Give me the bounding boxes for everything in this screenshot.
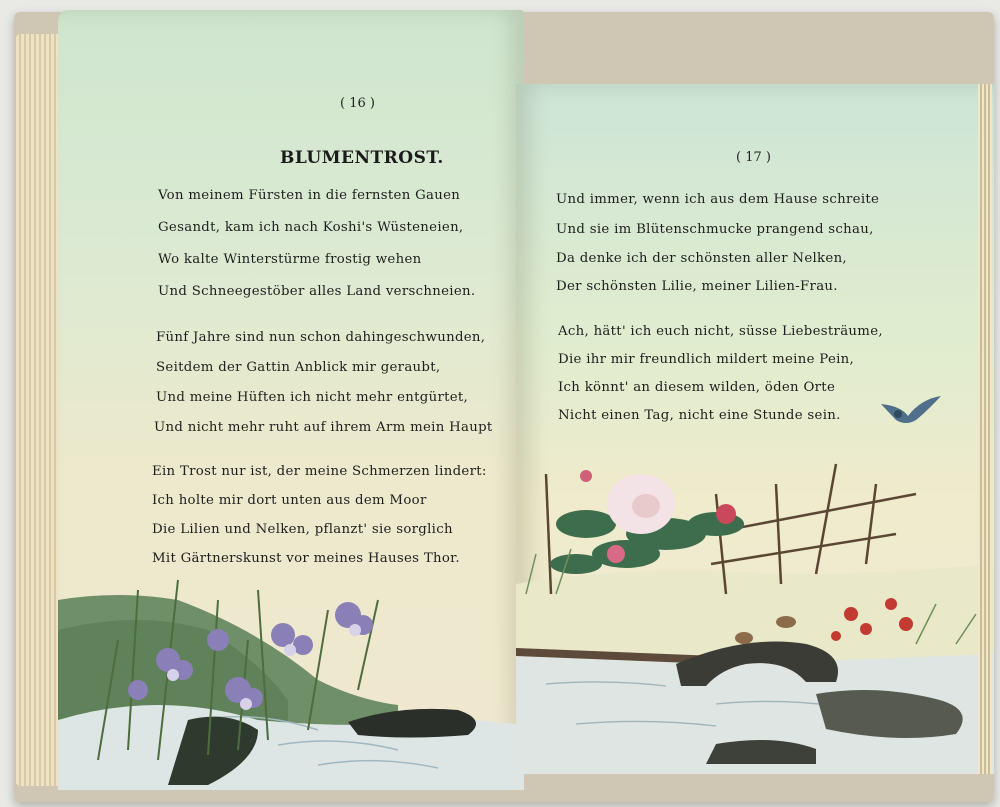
poem-title: BLUMENTROST. [280, 148, 444, 168]
page-number-right: ( 17 ) [736, 150, 771, 165]
poem-line: Gesandt, kam ich nach Koshi's Wüsteneien, [158, 220, 464, 235]
poem-line: Und nicht mehr ruht auf ihrem Arm mein Haupt [154, 420, 493, 435]
poem-line: Nicht einen Tag, nicht eine Stunde sein. [558, 408, 841, 423]
poem-line: Ein Trost nur ist, der meine Schmerzen lindert: [152, 464, 487, 479]
poem-line: Der schönsten Lilie, meiner Lilien-Frau. [556, 279, 838, 294]
poem-line: Da denke ich der schönsten aller Nelken, [556, 251, 847, 266]
right-page-edges [978, 84, 992, 774]
poem-line: Von meinem Fürsten in die fernsten Gauen [158, 188, 461, 203]
right-page [516, 84, 994, 774]
poem-line: Seitdem der Gattin Anblick mir geraubt, [156, 360, 441, 375]
poem-line: Mit Gärtnerskunst vor meines Hauses Thor. [152, 551, 460, 566]
poem-line: Ich holte mir dort unten aus dem Moor [152, 493, 427, 508]
poem-line: Ach, hätt' ich euch nicht, süsse Liebesträume, [558, 324, 883, 339]
flying-bird-illustration [876, 394, 946, 434]
poem-line: Und immer, wenn ich aus dem Hause schreite [556, 192, 880, 207]
iris-pond-illustration [58, 570, 524, 790]
poem-line: Die ihr mir freundlich mildert meine Pein, [558, 352, 855, 367]
left-page [58, 10, 524, 790]
peony-garden-illustration [516, 454, 994, 774]
poem-line: Fünf Jahre sind nun schon dahingeschwunden, [156, 330, 486, 345]
poem-line: Und sie im Blütenschmucke prangend schau, [556, 222, 874, 237]
poem-line: Die Lilien und Nelken, pflanzt' sie sorglich [152, 522, 453, 537]
poem-line: Und meine Hüften ich nicht mehr entgürtet, [156, 390, 469, 405]
poem-line: Wo kalte Winterstürme frostig wehen [158, 252, 422, 267]
poem-line: Ich könnt' an diesem wilden, öden Orte [558, 380, 836, 395]
poem-line: Und Schneegestöber alles Land verschneien. [158, 284, 476, 299]
page-number-left: ( 16 ) [340, 96, 375, 111]
